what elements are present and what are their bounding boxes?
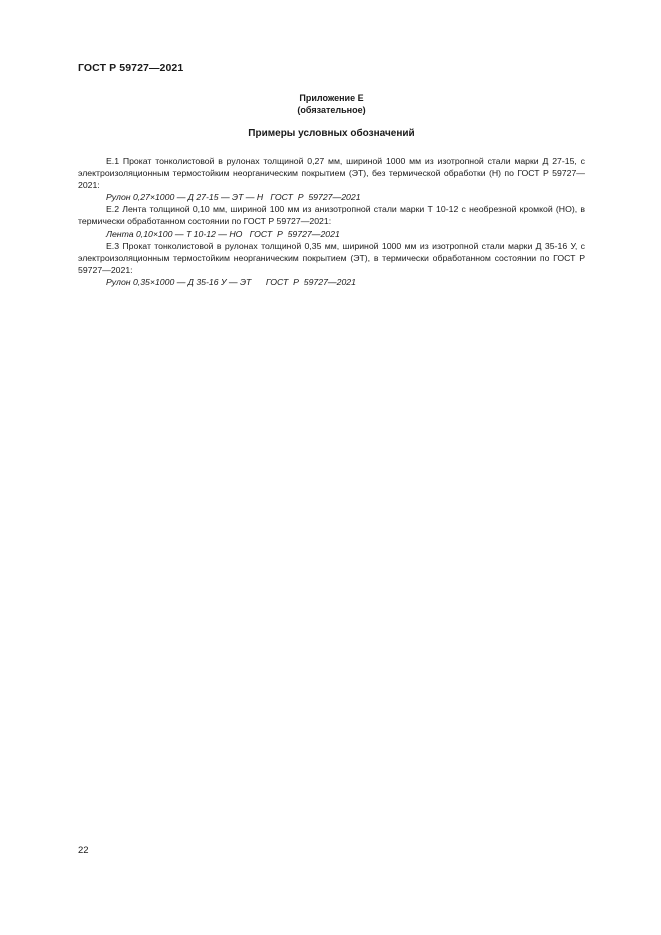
section-title: Примеры условных обозначений xyxy=(248,128,415,139)
item-e3-example: Рулон 0,35×1000 — Д 35-16 У — ЭТ ГОСТ Р 59727—2021 xyxy=(106,276,356,287)
item-e3-text: Е.3 Прокат тонколистовой в рулонах толщиной 0,35 мм, шириной 1000 мм из изотропной стали марки Д 35-16 У, с электроизоляционным термостойким неорганическим покрытием (ЭТ), в термически обработанном состоянии по ГОСТ Р 59727—2021: xyxy=(78,240,585,275)
item-e2-text: Е.2 Лента толщиной 0,10 мм, шириной 100 мм из анизотропной стали марки Т 10-12 с необрезной кромкой (НО), в термически обработанном состоянии по ГОСТ Р 59727—2021: xyxy=(78,204,585,227)
page-number: 22 xyxy=(78,845,89,856)
document-code-header: ГОСТ Р 59727—2021 xyxy=(78,62,184,74)
item-e2-example: Лента 0,10×100 — Т 10-12 — НО ГОСТ Р 59727—2021 xyxy=(106,228,340,239)
examples-content xyxy=(78,155,585,288)
annex-status: (обязательное) xyxy=(297,105,366,115)
item-e1-text: Е.1 Прокат тонколистовой в рулонах толщиной 0,27 мм, шириной 1000 мм из изотропной стали марки Д 27-15, с электроизоляционным термостойким неорганическим покрытием (ЭТ), без термической обработки (Н) по ГОСТ Р 59727—2021: xyxy=(78,156,585,191)
annex-heading xyxy=(78,92,585,116)
annex-title: Приложение Е xyxy=(299,93,364,103)
item-e1-example: Рулон 0,27×1000 — Д 27-15 — ЭТ — Н ГОСТ Р 59727—2021 xyxy=(106,192,361,203)
